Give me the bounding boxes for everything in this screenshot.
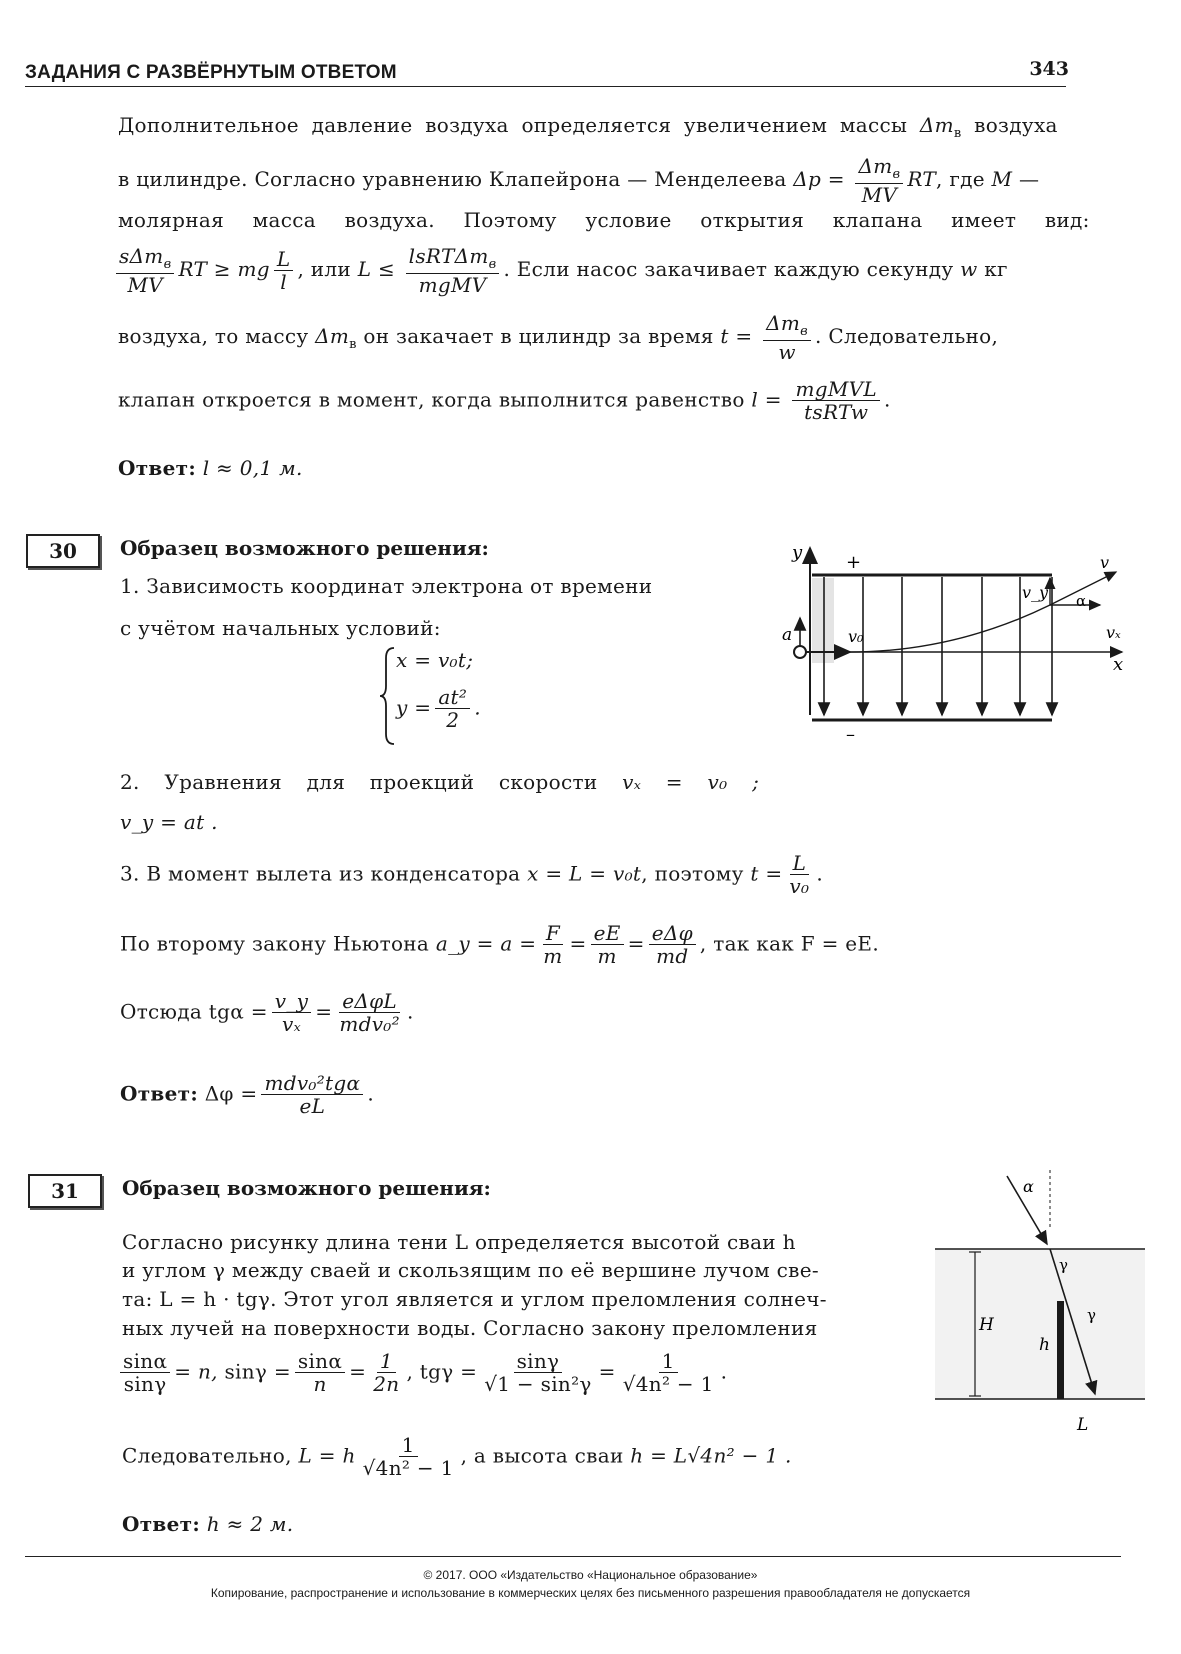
frac	[274, 248, 294, 294]
t: .	[406, 999, 414, 1024]
text: молярная масса воздуха. Поэтому условие открытия клапана имеет вид:	[118, 208, 1090, 232]
t: w	[778, 339, 796, 364]
frac	[116, 245, 174, 296]
s30-p4: По второму закону Ньютона a_y = a = $\frac{F}{m}$ = $\frac{eE}{m}$ = $\frac{\text{eΔφ}}{md}$ , так как F = eE.	[120, 921, 879, 969]
s30-p2b: v_y = at .	[120, 810, 218, 834]
s29-line-4	[116, 245, 1008, 296]
y-label: y	[792, 542, 803, 563]
t: MV	[861, 182, 898, 207]
t: sinα	[295, 1350, 345, 1373]
trajectory	[840, 605, 1050, 652]
t: F	[543, 922, 563, 945]
s31-p4: ных лучей на поверхности воды. Согласно закону преломления	[122, 1316, 818, 1340]
t: .	[720, 1359, 728, 1384]
t: L	[274, 248, 294, 271]
t: Δφ =	[204, 1081, 258, 1106]
t: tgγ =	[419, 1359, 478, 1384]
s30-p1b	[120, 616, 441, 640]
frac	[540, 922, 565, 968]
frac	[649, 922, 696, 968]
var: Δm	[919, 113, 954, 137]
t: h = L√4n² − 1 .	[630, 1443, 792, 1468]
t: 1	[659, 1350, 678, 1373]
frac	[360, 1434, 457, 1480]
t: = n,	[174, 1359, 218, 1384]
t: √4n² − 1	[622, 1372, 714, 1397]
frac	[591, 922, 624, 968]
t: l	[280, 269, 287, 294]
vy-label: v_y	[1022, 583, 1049, 602]
s29-line-6	[118, 378, 891, 424]
s29-line-1	[118, 113, 1058, 141]
pile-diagram	[935, 1170, 1155, 1470]
t: , где	[936, 166, 985, 191]
answer-value: l ≈ 0,1 м.	[202, 456, 303, 480]
t: x = L = v₀t	[527, 861, 642, 886]
frac	[261, 1072, 363, 1118]
s31-p3: та: L = h · tgγ. Этот угол является и углом преломления солнеч-	[122, 1287, 827, 1311]
t: l =	[751, 387, 782, 412]
brace-icon	[378, 646, 398, 746]
h-label: h	[1039, 1335, 1050, 1355]
t: L ≤	[357, 256, 395, 281]
v-label: v	[1100, 553, 1110, 572]
frac	[336, 990, 403, 1036]
t: M	[991, 166, 1013, 191]
t: с учётом начальных условий:	[120, 616, 441, 640]
footer-rule	[25, 1556, 1121, 1557]
t: , или	[297, 256, 352, 281]
eq-x: x = v₀t;	[396, 648, 474, 672]
t: at²	[435, 686, 470, 709]
t: 1	[377, 1350, 396, 1373]
problem-number-31: 31	[28, 1174, 102, 1208]
t: в	[163, 257, 172, 272]
s31-p1: Согласно рисунку длина тени L определяется высотой сваи h	[122, 1230, 796, 1254]
t: vₓ	[282, 1012, 302, 1037]
t: t =	[720, 323, 753, 348]
frac	[763, 312, 811, 363]
t: lsRTΔm	[408, 244, 489, 268]
answer-label: Ответ:	[118, 456, 197, 480]
answer-value: h ≈ 2 м.	[206, 1512, 294, 1536]
t: tgα =	[208, 999, 268, 1024]
t: y =	[396, 695, 432, 720]
t: eΔφ	[649, 922, 696, 945]
t: √1 − sin²γ	[484, 1372, 592, 1397]
t: v_y	[272, 990, 312, 1013]
water	[935, 1249, 1145, 1399]
vx-label: vₓ	[1106, 623, 1121, 642]
x-label: x	[1113, 654, 1124, 675]
t: √4n² − 1	[362, 1456, 454, 1481]
a-label: a	[782, 625, 793, 645]
frac	[272, 990, 312, 1036]
t: mgMV	[418, 272, 487, 297]
t: 1. Зависимость координат электрона от времени	[120, 574, 653, 598]
running-header: ЗАДАНИЯ С РАЗВЁРНУТЫМ ОТВЕТОМ	[25, 62, 397, 83]
t: .	[883, 387, 891, 412]
t: vₓ = v₀ ;	[622, 770, 760, 794]
t: sinγ =	[224, 1359, 291, 1384]
frac	[855, 155, 903, 206]
t: . Следовательно,	[815, 323, 999, 348]
capacitor-diagram	[770, 540, 1140, 740]
s31-p6	[122, 1434, 792, 1480]
t: в	[892, 167, 901, 182]
s30-p5: Отсюда tgα = $\frac{v\_y}{\text{vₓ}}$ = $\frac{\text{eΔφL}}{\text{mdv₀²}}$ .	[120, 989, 414, 1037]
t: , а высота сваи	[460, 1443, 624, 1468]
electron	[794, 646, 806, 658]
frac	[620, 1350, 717, 1396]
alpha-label: α	[1023, 1177, 1034, 1196]
H-label: H	[979, 1315, 994, 1335]
t: .	[367, 1081, 374, 1106]
t: 2	[446, 708, 460, 733]
t: m	[597, 944, 617, 969]
t: Δm	[858, 154, 893, 178]
problem-number-30: 30	[26, 534, 100, 568]
eq-y: y = $\frac{\text{at²}}{2}$ .	[396, 685, 481, 733]
frac	[295, 1350, 345, 1396]
s31-p2: и углом γ между сваей и скользящим по её вершине лучом све-	[122, 1258, 819, 1282]
t: 2. Уравнения для проекций скорости	[120, 770, 598, 794]
text: Дополнительное давление воздуха определяется увеличением массы	[118, 113, 908, 137]
L-label: L	[1077, 1415, 1089, 1435]
frac	[370, 1350, 402, 1396]
eq: Δp =	[793, 166, 845, 191]
t: v₀	[789, 874, 810, 899]
s29-line-2	[118, 155, 1039, 206]
footer-notice: Копирование, распространение и использование в коммерческих целях без письменного разрешения правообладателя не допускается	[210, 1586, 971, 1600]
field-lines	[824, 577, 1052, 715]
t: sinα	[120, 1350, 170, 1373]
t: mdv₀²	[339, 1012, 400, 1037]
page-number: 343	[1029, 58, 1069, 80]
t: . Если насос закачивает каждую секунду	[503, 256, 954, 281]
frac	[435, 686, 470, 732]
shaded-region	[812, 578, 834, 663]
t: sinγ	[514, 1350, 563, 1373]
t: eΔφL	[339, 990, 400, 1013]
t: mgMVL	[792, 378, 879, 401]
answer-label: Ответ:	[122, 1512, 201, 1536]
s30-title: Образец возможного решения:	[120, 536, 489, 560]
t: Δm	[766, 311, 801, 335]
t: он закачает в цилиндр за время	[363, 323, 714, 348]
t: в	[349, 336, 357, 352]
gamma-label-1: γ	[1059, 1256, 1068, 1274]
t: 1	[399, 1434, 418, 1457]
answer-label: Ответ:	[120, 1081, 199, 1106]
s29-answer	[118, 456, 303, 480]
t: L = h	[298, 1443, 356, 1468]
t: воздуха, то массу	[118, 323, 309, 348]
s31-answer	[122, 1512, 293, 1536]
s31-title: Образец возможного решения:	[122, 1176, 491, 1200]
s31-formulas: $\frac{\sin\alpha}{\sin\gamma}$ = n, sinγ = $\frac{\sin\alpha}{n}$ = $\frac{1}{2n}$ , tgγ = $\frac{\sin\gamma}{\text{√1 − sin²γ}}$ = $\frac{1}{\text{√4n² − 1}}$ .	[120, 1350, 727, 1396]
s30-p2	[120, 770, 759, 794]
sub: в	[953, 126, 962, 141]
s30-p3	[120, 852, 823, 898]
t: a_y = a =	[435, 931, 537, 956]
t: L	[790, 852, 810, 875]
t: 3. В момент вылета из конденсатора	[120, 861, 521, 886]
t: 2n	[373, 1372, 400, 1397]
s29-line-3	[118, 208, 1090, 232]
t: RT ≥ mg	[178, 256, 270, 281]
t: в	[488, 257, 497, 272]
pile	[1057, 1301, 1064, 1399]
t: m	[543, 944, 563, 969]
t: Δm	[315, 323, 350, 348]
t: mdv₀²tgα	[261, 1072, 363, 1095]
frac	[406, 245, 500, 296]
t: t =	[750, 861, 783, 886]
t: .	[816, 861, 823, 886]
t: Отсюда	[120, 999, 203, 1024]
t: w	[960, 256, 978, 281]
frac	[481, 1350, 594, 1396]
t: n	[313, 1372, 327, 1397]
frac	[792, 378, 879, 424]
frac	[120, 1350, 170, 1396]
t: —	[1018, 166, 1040, 191]
s30-answer	[120, 1072, 374, 1118]
t: sΔm	[119, 244, 164, 268]
t: tsRTw	[804, 400, 869, 425]
t: клапан откроется в момент, когда выполнится равенство	[118, 387, 745, 412]
alpha-label: α	[1076, 592, 1087, 610]
s30-p1a	[120, 574, 652, 598]
t: MV	[127, 272, 163, 297]
header-rule	[25, 86, 1066, 87]
t: в	[800, 324, 809, 339]
t: md	[656, 944, 689, 969]
text: в цилиндре. Согласно уравнению Клапейрона — Менделеева	[118, 166, 787, 191]
v0-label: v₀	[848, 627, 864, 646]
t: кг	[984, 256, 1008, 281]
minus-label: –	[846, 724, 855, 740]
t: eL	[299, 1094, 326, 1119]
t: , так как F = eE.	[699, 931, 879, 956]
footer-copyright: © 2017. ООО «Издательство «Национальное образование»	[423, 1568, 758, 1582]
t: По второму закону Ньютона	[120, 931, 430, 956]
text: воздуха	[974, 113, 1058, 137]
s29-line-5	[118, 312, 998, 363]
t: , поэтому	[641, 861, 744, 886]
gamma-label-2: γ	[1087, 1306, 1096, 1324]
frac	[786, 852, 812, 898]
t: sinγ	[123, 1372, 167, 1397]
equation-system	[378, 646, 518, 751]
t: Следовательно,	[122, 1443, 292, 1468]
t: RT	[907, 166, 936, 191]
plus-label: +	[846, 552, 862, 573]
t: eE	[591, 922, 624, 945]
